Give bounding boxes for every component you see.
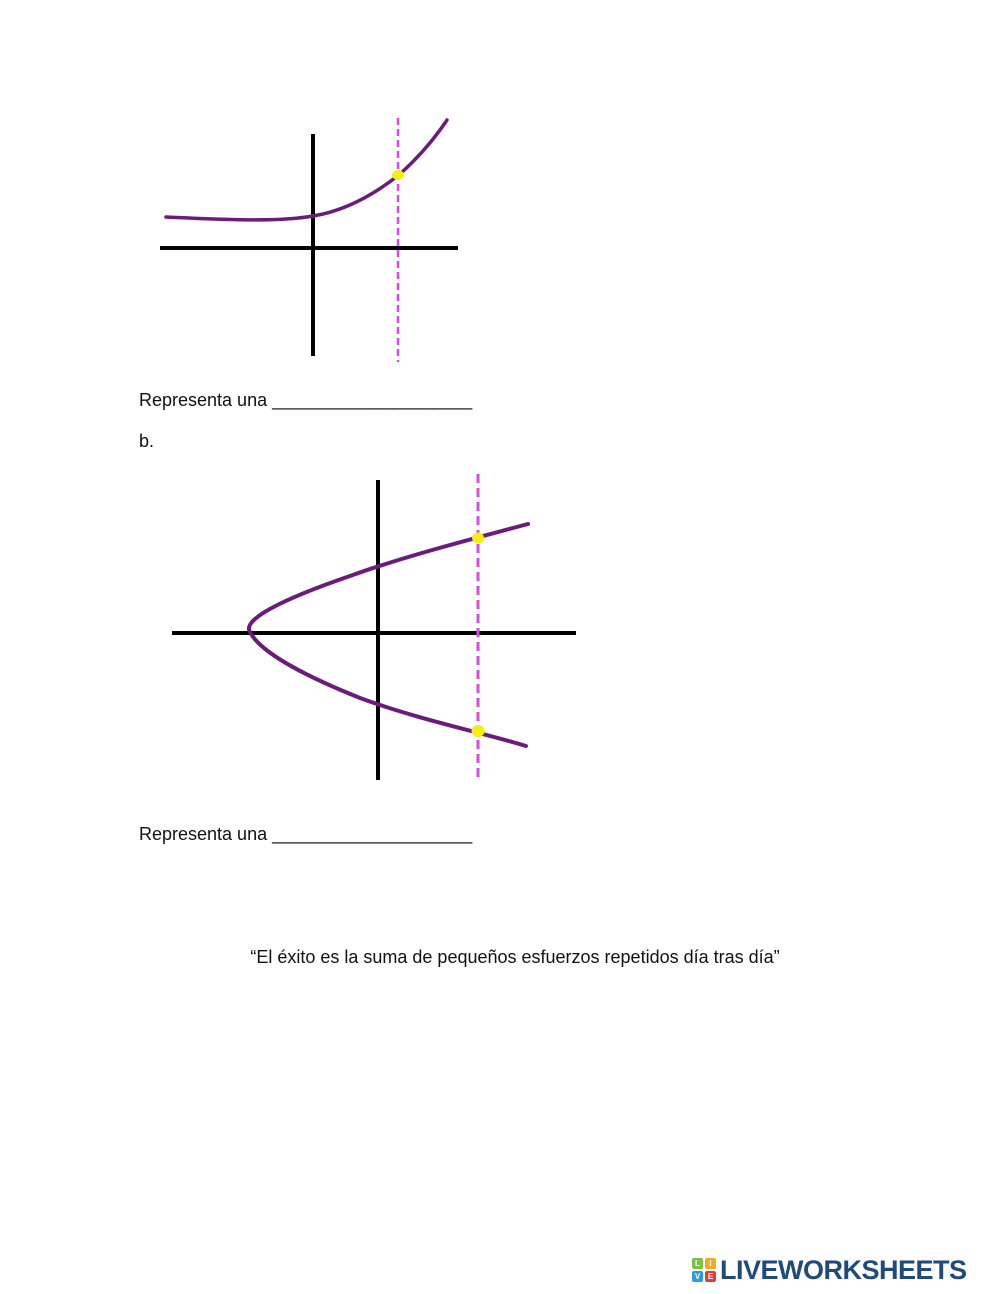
intersection-point — [392, 170, 404, 180]
logo-text: LIVEWORKSHEETS — [720, 1254, 967, 1285]
item-label-b: b. — [139, 431, 155, 451]
answer-line-b: Representa una ____________________ — [139, 824, 473, 844]
liveworksheets-logo — [692, 1255, 967, 1285]
graph-b — [160, 470, 590, 790]
logo-tile: L — [692, 1258, 703, 1269]
logo-tiles-icon — [692, 1258, 716, 1282]
intersection-point-lower — [472, 725, 485, 737]
motivational-quote: “El éxito es la suma de pequeños esfuerzos repetidos día tras día” — [250, 947, 780, 967]
exponential-curve — [166, 120, 447, 220]
graph-a — [150, 110, 470, 370]
logo-tile: V — [692, 1271, 703, 1282]
intersection-point-upper — [472, 533, 484, 544]
logo-tile: I — [705, 1258, 716, 1269]
logo-tile: E — [705, 1271, 716, 1282]
answer-line-a: Representa una ____________________ — [139, 390, 473, 410]
